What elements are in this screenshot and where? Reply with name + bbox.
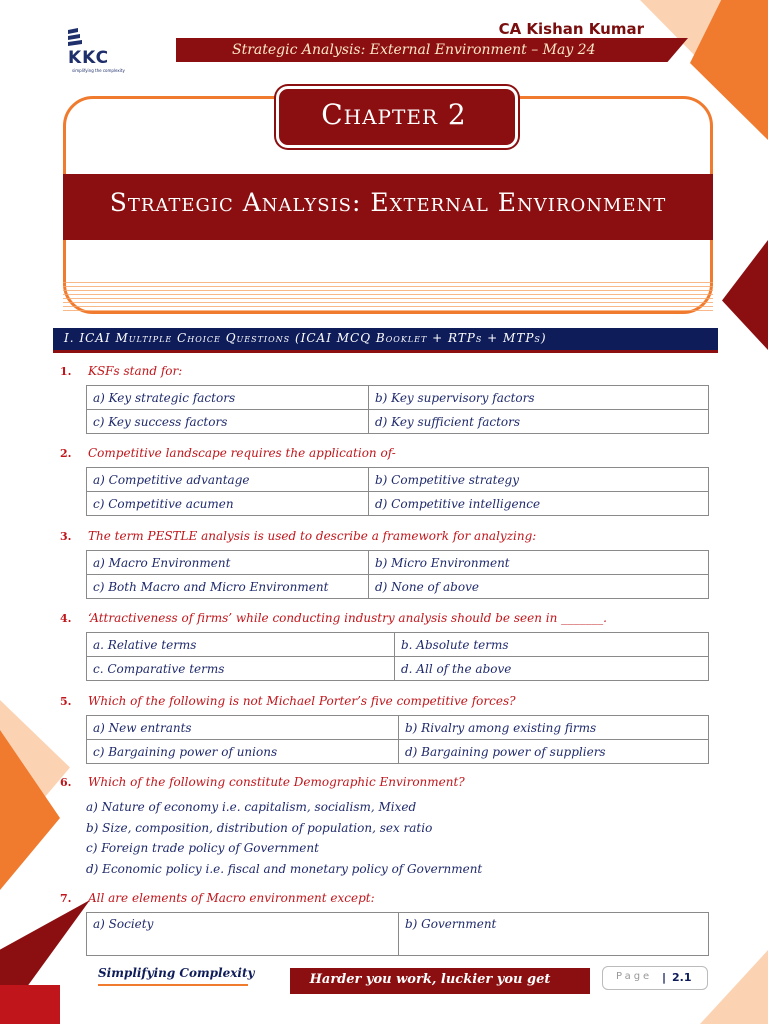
options-table-7 (86, 912, 709, 956)
question-text: KSFs stand for: (88, 364, 183, 378)
page-number: 2.1 (672, 971, 692, 984)
page-label: Page (616, 971, 653, 982)
option: a) Nature of economy i.e. capitalism, socialism, Mixed (86, 800, 417, 814)
option: b) Key supervisory factors (369, 386, 709, 410)
question-number: 1. (60, 365, 72, 378)
option: c) Bargaining power of unions (87, 740, 399, 764)
question-4 (60, 611, 607, 625)
options-table-5 (86, 715, 709, 764)
option: b) Rivalry among existing firms (399, 716, 709, 740)
bottom-left-maroon-band (0, 985, 60, 1024)
chapter-label: Chapter 2 (321, 98, 467, 131)
question-6 (60, 775, 465, 789)
chapter-stripes (63, 282, 713, 312)
logo-text: KKC (68, 48, 110, 68)
question-3 (60, 529, 536, 543)
chapter-title: Strategic Analysis: External Environment (109, 188, 667, 217)
question-text: Which of the following constitute Demographic Environment? (88, 775, 465, 789)
footer-motto: Harder you work, luckier you get (309, 972, 551, 987)
question-5 (60, 694, 516, 708)
option: b) Size, composition, distribution of population, sex ratio (86, 820, 433, 835)
logo-icon (66, 26, 88, 50)
option: c) Foreign trade policy of Government (86, 841, 319, 855)
option: c. Comparative terms (87, 657, 395, 681)
option: a) Key strategic factors (87, 386, 369, 410)
question-2 (60, 446, 396, 460)
option: d. All of the above (395, 657, 709, 681)
options-table-3 (86, 550, 709, 599)
question-text: Competitive landscape requires the application of- (88, 446, 396, 460)
options-table-4 (86, 632, 709, 681)
options-table-2 (86, 467, 709, 516)
question-number: 5. (60, 695, 72, 708)
option: d) Economic policy i.e. fiscal and monetary policy of Government (86, 861, 483, 876)
option: a) New entrants (87, 716, 399, 740)
question-number: 6. (60, 776, 72, 789)
option: a) Society (87, 913, 399, 956)
question-text: The term PESTLE analysis is used to describe a framework for analyzing: (88, 529, 537, 543)
option: b) Competitive strategy (369, 468, 709, 492)
question-text: All are elements of Macro environment except: (88, 891, 375, 905)
question-1 (60, 364, 182, 378)
question-text: ‘Attractiveness of firms’ while conducting industry analysis should be seen in _______. (88, 611, 607, 625)
option: b. Absolute terms (395, 633, 709, 657)
option: d) None of above (369, 575, 709, 599)
option: a) Competitive advantage (87, 468, 369, 492)
option: b) Government (399, 913, 709, 956)
logo-tagline: simplifying the complexity (72, 68, 125, 73)
option: d) Key sufficient factors (369, 410, 709, 434)
option: c) Both Macro and Micro Environment (87, 575, 369, 599)
footer-slogan: Simplifying Complexity (98, 966, 255, 980)
question-number: 2. (60, 447, 72, 460)
options-list-6 (86, 800, 482, 882)
right-maroon-triangle (722, 240, 768, 350)
question-text: Which of the following is not Michael Porter’s five competitive forces? (88, 694, 516, 708)
option: b) Micro Environment (369, 551, 709, 575)
section-heading: I. ICAI Multiple Choice Questions (ICAI MCQ Booklet + RTPs + MTPs) (64, 331, 547, 345)
page-separator: | (662, 971, 667, 984)
option: d) Bargaining power of suppliers (399, 740, 709, 764)
question-number: 3. (60, 530, 72, 543)
author-name: CA Kishan Kumar (498, 20, 644, 38)
question-number: 4. (60, 612, 72, 625)
header-subtitle: Strategic Analysis: External Environment – May 24 (232, 42, 596, 58)
option: a) Macro Environment (87, 551, 369, 575)
option: c) Key success factors (87, 410, 369, 434)
bottom-right-peach-triangle (700, 950, 768, 1024)
option: d) Competitive intelligence (369, 492, 709, 516)
question-7 (60, 891, 375, 905)
footer-underline (98, 984, 248, 986)
options-table-1 (86, 385, 709, 434)
question-number: 7. (60, 892, 72, 905)
option: a. Relative terms (87, 633, 395, 657)
option: c) Competitive acumen (87, 492, 369, 516)
